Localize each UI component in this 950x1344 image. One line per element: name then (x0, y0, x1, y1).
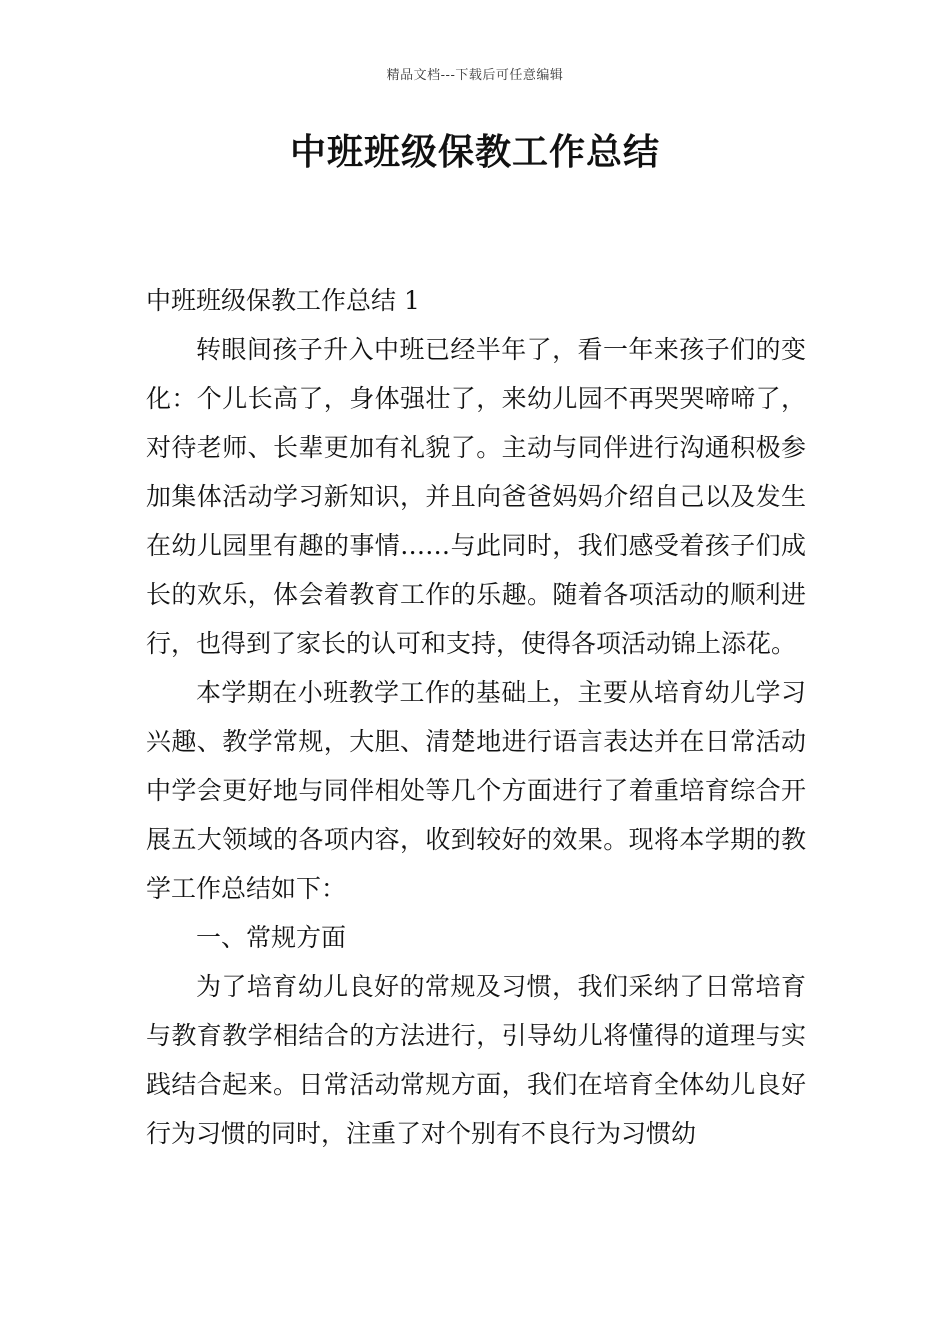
document-title: 中班班级保教工作总结 (289, 131, 660, 173)
section-heading: 中班班级保教工作总结 1 (146, 286, 420, 315)
document-body (146, 276, 806, 1158)
paragraph-1: 转眼间孩子升入中班已经半年了，看一年来孩子们的变化：个儿长高了，身体强壮了，来幼儿园不再哭哭啼啼了，对待老师、长辈更加有礼貌了。主动与同伴进行沟通积极参加集体活动学习新知识，并且向爸爸妈妈介绍自己以及发生在幼儿园里有趣的事情……与此同时，我们感受着孩子们成长的欢乐，体会着教育工作的乐趣。随着各项活动的顺利进行，也得到了家长的认可和支持，使得各项活动锦上添花。 (146, 335, 806, 658)
paragraph-3: 为了培育幼儿良好的常规及习惯，我们采纳了日常培育与教育教学相结合的方法进行，引导幼儿将懂得的道理与实践结合起来。日常活动常规方面，我们在培育全体幼儿良好行为习惯的同时，注重了对个别有不良行为习惯幼 (146, 972, 806, 1148)
paragraph-2: 本学期在小班教学工作的基础上，主要从培育幼儿学习兴趣、教学常规，大胆、清楚地进行语言表达并在日常活动中学会更好地与同伴相处等几个方面进行了着重培育综合开展五大领域的各项内容，收到较好的效果。现将本学期的教学工作总结如下： (146, 678, 806, 903)
header-note: 精品文档---下载后可任意编辑 (386, 68, 564, 83)
subsection-heading: 一、常规方面 (196, 923, 347, 952)
